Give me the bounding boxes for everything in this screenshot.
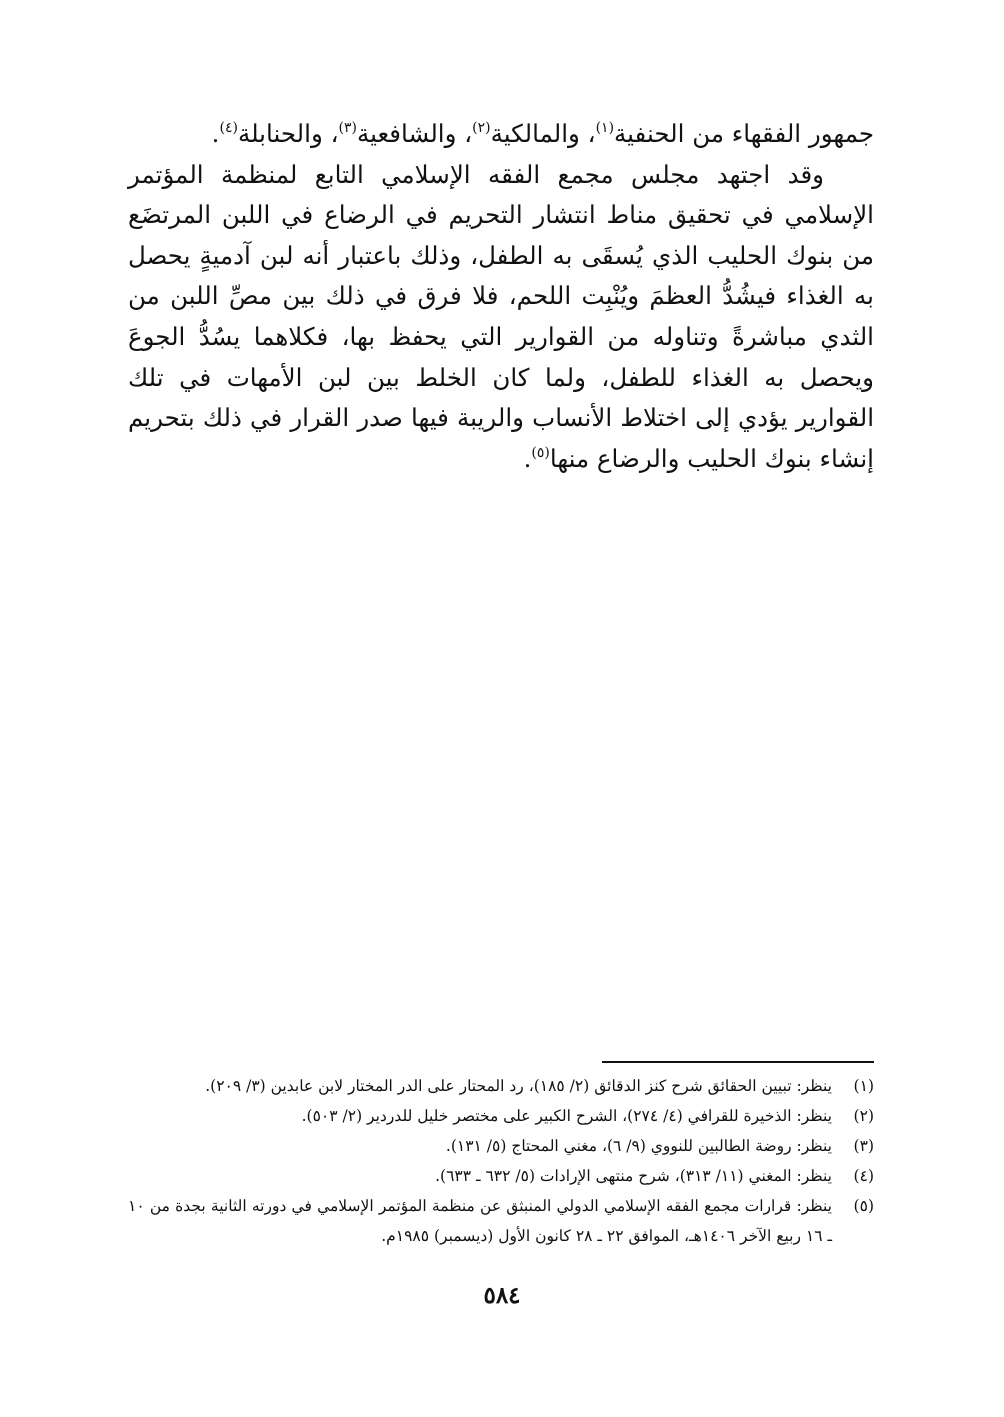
footnote-separator-line — [602, 1061, 874, 1063]
paragraph-segment: وقد اجتهد مجلس مجمع الفقه الإسلامي التابع لمنظمة المؤتمر الإسلامي في تحقيق مناط انتشار التحريم في الرضاع في اللبن المرتضَع من بنوك الحليب الذي يُسقَى به الطفل، وذلك باعتبار أنه لبن آدميةٍ يحصل به الغذاء فيشُدُّ العظمَ ويُنْبِت اللحم، فلا فرق في ذلك بين مصِّ اللبن من الثدي مباشرةً وتناوله من القوارير التي يحفظ بها، فكلاهما يسُدُّ الجوعَ ويحصل به الغذاء للطفل، ولما كان الخلط بين لبن الأمهات في تلك القوارير يؤدي إلى اختلاط الأنساب والريبة فيها صدر القرار في ذلك بتحريم إنشاء بنوك الحليب والرضاع منها — [128, 159, 874, 473]
footnote-text: ينظر: قرارات مجمع الفقه الإسلامي الدولي المنبثق عن منظمة المؤتمر الإسلامي في دورته الثانية بجدة من ١٠ ـ ١٦ ربيع الآخر ١٤٠٦هـ، الموافق ٢٢ ـ ٢٨ كانون الأول (ديسمبر) ١٩٨٥م. — [128, 1197, 832, 1245]
footnote-item — [128, 1101, 874, 1131]
footnote-number: (٢) — [853, 1107, 874, 1125]
footnote-item — [128, 1161, 874, 1191]
footnote-number: (٣) — [853, 1137, 874, 1155]
paragraph-segment: ، والمالكية — [490, 119, 596, 148]
main-text-block — [128, 114, 874, 479]
page-number: ٥٨٤ — [483, 1282, 521, 1309]
footnote-number: (٥) — [853, 1197, 874, 1215]
footnote-text: ينظر: المغني (١١/ ٣١٣)، شرح منتهى الإرادات (٥/ ٦٣٢ ـ ٦٣٣). — [435, 1167, 832, 1185]
footnote-number: (١) — [853, 1077, 874, 1095]
paragraph-1 — [128, 114, 874, 155]
footnote-reference[interactable]: (٢) — [472, 120, 491, 136]
paragraph-segment: ، والشافعية — [356, 119, 473, 148]
paragraph-segment: جمهور الفقهاء من الحنفية — [614, 119, 874, 148]
footnote-text: ينظر: الذخيرة للقرافي (٤/ ٢٧٤)، الشرح الكبير على مختصر خليل للدردير (٢/ ٥٠٣). — [301, 1107, 832, 1125]
footnote-item — [128, 1131, 874, 1161]
paragraph-segment: . — [523, 443, 532, 473]
footnotes-section — [128, 1071, 874, 1251]
footnote-reference[interactable]: (١) — [595, 120, 615, 136]
paragraph-segment: ، والحنابلة — [237, 119, 339, 148]
footnote-text: ينظر: روضة الطالبين للنووي (٩/ ٦)، مغني المحتاج (٥/ ١٣١). — [445, 1137, 832, 1155]
footnote-item — [128, 1191, 874, 1251]
footnote-reference[interactable]: (٣) — [338, 120, 357, 136]
footnote-reference[interactable]: (٤) — [219, 120, 238, 136]
footnote-number: (٤) — [853, 1167, 874, 1185]
footnote-text: ينظر: تبيين الحقائق شرح كنز الدقائق (٢/ ١٨٥)، رد المحتار على الدر المختار لابن عابدين (٣/ ٢٠٩). — [205, 1077, 832, 1095]
paragraph-2 — [128, 155, 874, 480]
footnote-item — [128, 1071, 874, 1101]
paragraph-segment: . — [211, 119, 220, 148]
footnote-reference[interactable]: (٥) — [531, 444, 550, 461]
